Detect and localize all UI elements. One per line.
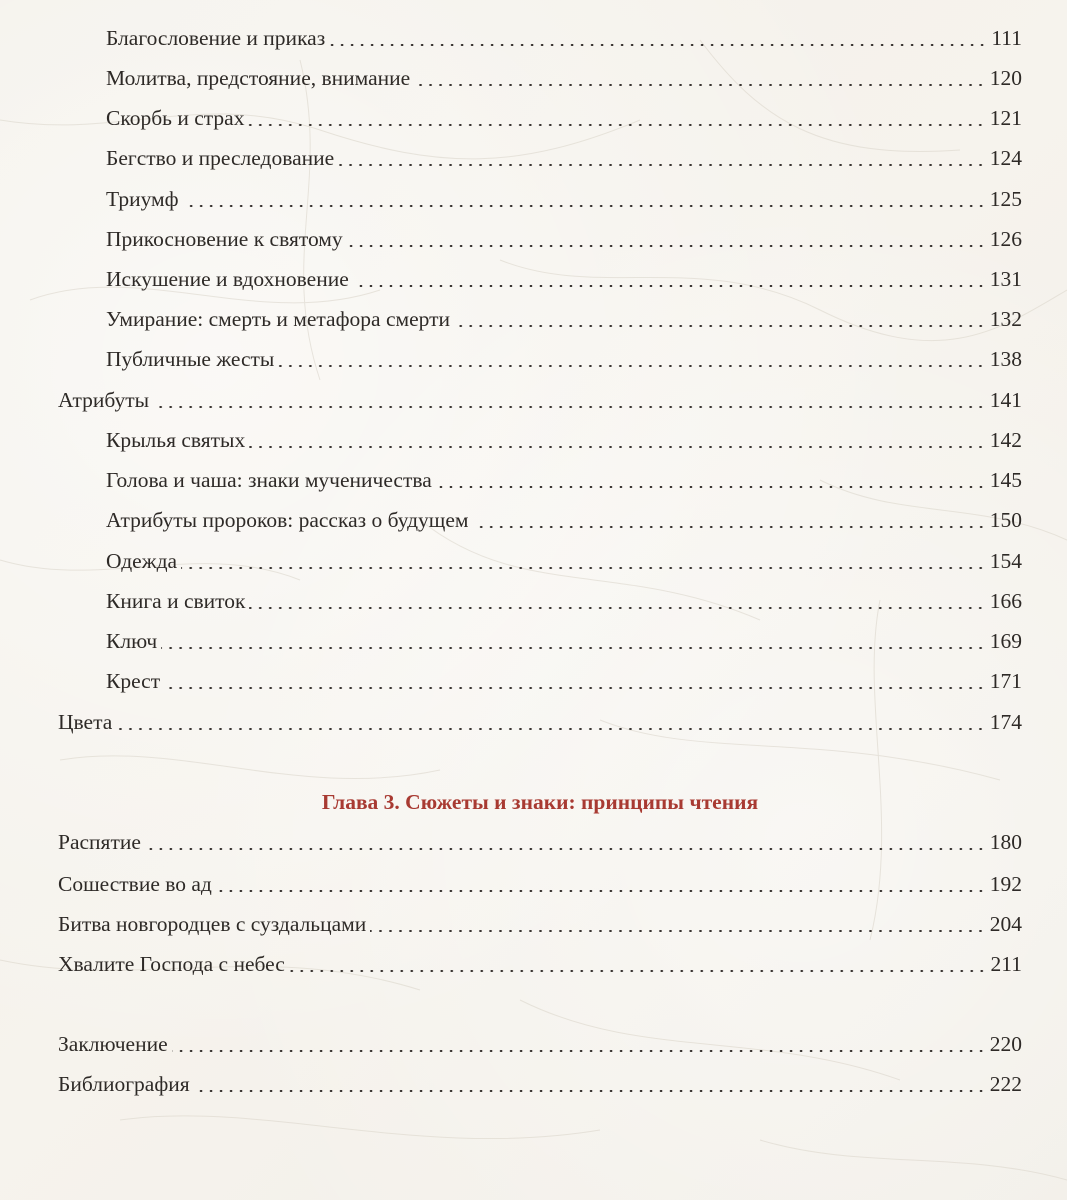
toc-entry-page: 125 <box>989 187 1022 211</box>
dot-leader <box>216 890 986 892</box>
dot-leader <box>194 1090 986 1092</box>
toc-entry-title: Атрибуты <box>58 388 150 412</box>
toc-entry-title: Сошествие во ад <box>58 872 212 896</box>
dot-leader <box>347 245 986 247</box>
toc-entry-title: Заключение <box>58 1032 168 1056</box>
toc-entry-page: 211 <box>990 952 1022 976</box>
toc-entry-page: 145 <box>989 468 1022 492</box>
dot-leader <box>116 728 985 730</box>
toc-entry[interactable] <box>106 464 1022 496</box>
dot-leader <box>181 567 986 569</box>
toc-entry[interactable] <box>106 62 1022 94</box>
toc-entry-page: 132 <box>989 307 1022 331</box>
toc-entry[interactable] <box>58 1068 1022 1100</box>
dot-leader <box>329 44 987 46</box>
toc-entry[interactable] <box>58 826 1022 858</box>
toc-entry-page: 180 <box>989 830 1022 854</box>
toc-entry-title: Цвета <box>58 710 113 734</box>
toc-entry-page: 154 <box>989 549 1022 573</box>
toc-section-heading[interactable] <box>58 706 1022 738</box>
toc-entry-title: Бегство и преследование <box>106 146 335 170</box>
toc-entry-title: Прикосновение к святому <box>106 227 343 251</box>
toc-entry[interactable] <box>106 22 1022 54</box>
chapter-heading: Глава 3. Сюжеты и знаки: принципы чтения <box>321 790 759 814</box>
toc-entry-page: 111 <box>991 26 1022 50</box>
toc-entry-page: 150 <box>989 508 1022 532</box>
toc-entry-page: 138 <box>989 347 1022 371</box>
toc-entry-title: Молитва, предстояние, внимание <box>106 66 411 90</box>
toc-entry-title: Ключ <box>106 629 158 653</box>
toc-entry-page: 166 <box>989 589 1022 613</box>
toc-entry[interactable] <box>106 625 1022 657</box>
toc-entry-title: Распятие <box>58 830 141 854</box>
toc-entry[interactable] <box>58 948 1022 980</box>
dot-leader <box>164 687 986 689</box>
dot-leader <box>289 970 987 972</box>
toc-entry[interactable] <box>58 1028 1022 1060</box>
dot-leader <box>353 285 986 287</box>
toc-entry-title: Триумф <box>106 187 179 211</box>
dot-leader <box>414 84 986 86</box>
toc-entry[interactable] <box>106 102 1022 134</box>
toc-entry-title: Крест <box>106 669 161 693</box>
toc-entry-title: Крылья святых <box>106 428 246 452</box>
toc-entry[interactable] <box>106 183 1022 215</box>
dot-leader <box>473 526 986 528</box>
toc-entry-title: Библиография <box>58 1072 190 1096</box>
dot-leader <box>278 365 985 367</box>
toc-entry-title: Книга и свиток <box>106 589 246 613</box>
toc-entry[interactable] <box>106 545 1022 577</box>
dot-leader <box>370 930 985 932</box>
dot-leader <box>183 205 986 207</box>
dot-leader <box>249 607 985 609</box>
toc-entry-page: 126 <box>989 227 1022 251</box>
toc-entry-title: Умирание: смерть и метафора смерти <box>106 307 451 331</box>
toc-entry-title: Битва новгородцев с суздальцами <box>58 912 367 936</box>
toc-entry-page: 222 <box>989 1072 1022 1096</box>
toc-entry-title: Голова и чаша: знаки мученичества <box>106 468 432 492</box>
toc-entry[interactable] <box>106 263 1022 295</box>
toc-entry[interactable] <box>106 142 1022 174</box>
dot-leader <box>161 647 986 649</box>
dot-leader <box>338 164 986 166</box>
toc-entry-title: Атрибуты пророков: рассказ о будущем <box>106 508 469 532</box>
toc-entry-page: 131 <box>989 267 1022 291</box>
toc-entry[interactable] <box>106 343 1022 375</box>
toc-entry[interactable] <box>106 585 1022 617</box>
toc-entry-title: Публичные жесты <box>106 347 275 371</box>
toc-entry[interactable] <box>106 223 1022 255</box>
toc-entry-page: 192 <box>989 872 1022 896</box>
dot-leader <box>454 325 986 327</box>
toc-section-heading[interactable] <box>58 384 1022 416</box>
toc-entry-page: 141 <box>989 388 1022 412</box>
toc-entry-page: 124 <box>989 146 1022 170</box>
dot-leader <box>145 848 986 850</box>
toc-entry-page: 142 <box>989 428 1022 452</box>
toc-entry-page: 121 <box>989 106 1022 130</box>
dot-leader <box>436 486 986 488</box>
toc-entry[interactable] <box>106 665 1022 697</box>
toc-entry-page: 174 <box>989 710 1022 734</box>
toc-entry[interactable] <box>106 424 1022 456</box>
dot-leader <box>249 446 986 448</box>
toc-entry-title: Благословение и приказ <box>106 26 326 50</box>
toc-entry-title: Одежда <box>106 549 178 573</box>
toc-entry[interactable] <box>58 868 1022 900</box>
toc-entry[interactable] <box>106 303 1022 335</box>
toc-entry-page: 120 <box>989 66 1022 90</box>
toc-entry-title: Хвалите Господа с небес <box>58 952 285 976</box>
dot-leader <box>153 406 986 408</box>
toc-entry-page: 220 <box>989 1032 1022 1056</box>
dot-leader <box>172 1050 986 1052</box>
toc-entry-page: 171 <box>989 669 1022 693</box>
toc-entry-page: 204 <box>989 912 1022 936</box>
toc-entry-page: 169 <box>989 629 1022 653</box>
toc-entry[interactable] <box>58 908 1022 940</box>
dot-leader <box>248 124 985 126</box>
toc-entry-title: Скорбь и страх <box>106 106 245 130</box>
toc-entry-title: Искушение и вдохновение <box>106 267 349 291</box>
toc-entry[interactable] <box>106 504 1022 536</box>
